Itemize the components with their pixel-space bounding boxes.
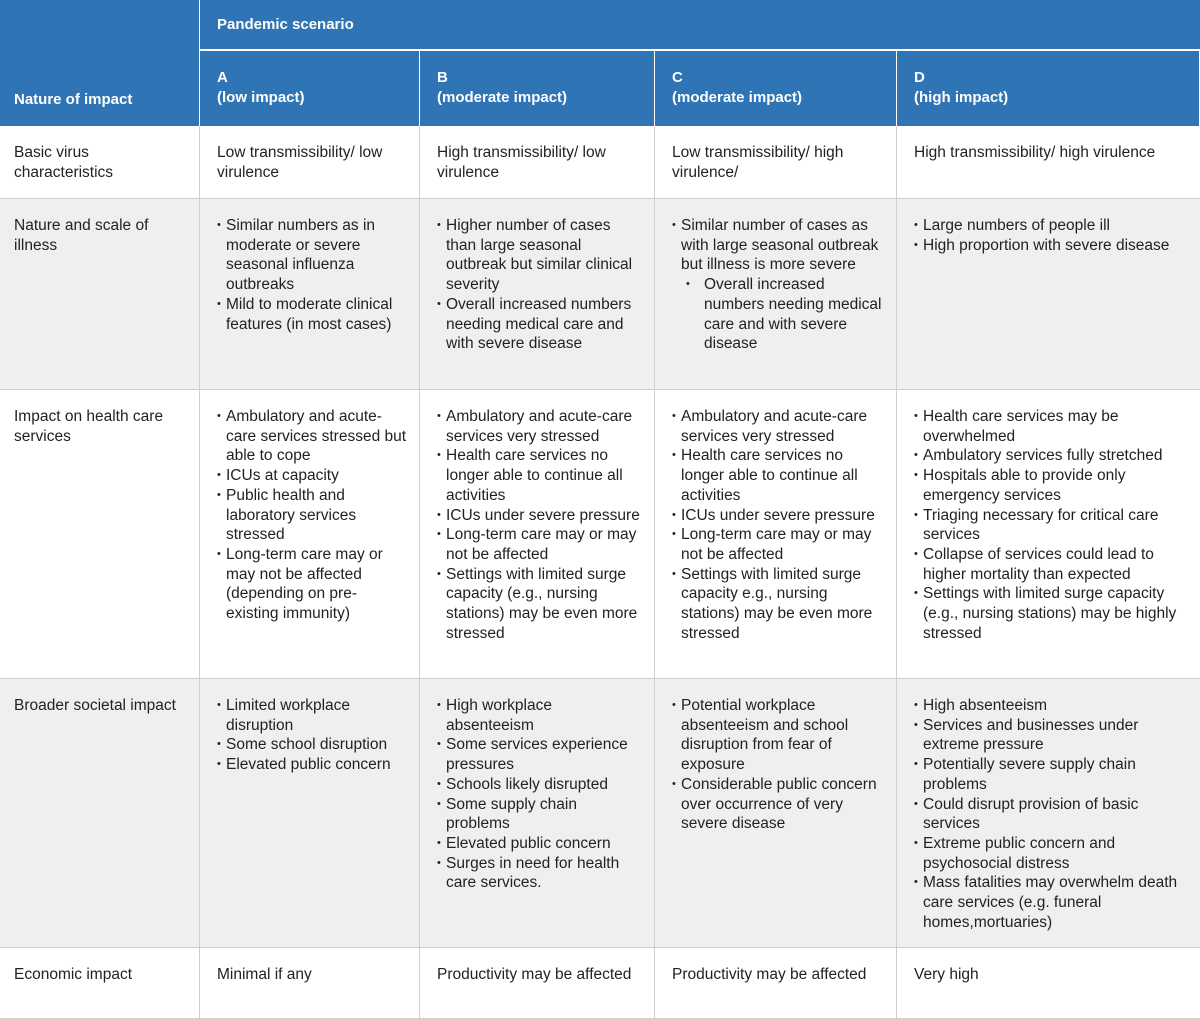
list-item: • Public health and laboratory services stressed — [217, 486, 407, 545]
list-item: • ICUs under severe pressure — [437, 506, 642, 526]
list-item: • Long-term care may or may not be affected — [437, 525, 642, 564]
bullet-list — [217, 216, 407, 334]
list-item: • Settings with limited surge capacity (e.g., nursing stations) may be even more stressed — [437, 565, 642, 644]
list-item: • Limited workplace disruption — [217, 696, 407, 735]
scenario-cell — [655, 126, 897, 199]
scenario-cell — [420, 126, 655, 199]
row-label: Nature and scale of illness — [0, 199, 200, 390]
list-item: • Long-term care may or may not be affected — [672, 525, 884, 564]
scenario-cell — [200, 199, 420, 390]
bullet-list — [672, 696, 884, 834]
scenario-cell — [200, 948, 420, 1019]
list-item: • Ambulatory and acute-care services very stressed — [437, 407, 642, 446]
scenario-cell — [655, 679, 897, 948]
scenario-cell — [200, 390, 420, 679]
list-item: • Schools likely disrupted — [437, 775, 642, 795]
list-item: • Triaging necessary for critical care services — [914, 506, 1188, 545]
list-item: • Some services experience pressures — [437, 735, 642, 774]
row-label: Basic virus characteristics — [0, 126, 200, 199]
bullet-list — [437, 407, 642, 643]
list-item: • Settings with limited surge capacity (e.g., nursing stations) may be highly stressed — [914, 584, 1188, 643]
scenario-cell — [655, 390, 897, 679]
scenario-impact-label: (moderate impact) — [437, 89, 568, 106]
scenario-cell — [655, 948, 897, 1019]
pandemic-scenario-label: Pandemic scenario — [217, 16, 354, 33]
cell-text: Minimal if any — [217, 966, 312, 983]
scenario-cell — [420, 948, 655, 1019]
bullet-list — [672, 216, 884, 275]
scenario-cell — [420, 679, 655, 948]
cell-text: Very high — [914, 966, 979, 983]
bullet-list — [217, 696, 407, 775]
list-item: • Elevated public concern — [217, 755, 407, 775]
list-item: • Overall increased numbers needing medical care and with severe disease — [672, 275, 884, 354]
scenario-a-header — [200, 51, 420, 126]
list-item: • Could disrupt provision of basic services — [914, 795, 1188, 834]
list-item: • Elevated public concern — [437, 834, 642, 854]
scenario-impact-label: (high impact) — [914, 89, 1009, 106]
list-item: • Higher number of cases than large seasonal outbreak but similar clinical severity — [437, 216, 642, 295]
cell-text: Productivity may be affected — [437, 966, 632, 983]
bullet-list — [914, 696, 1188, 932]
cell-text: Productivity may be affected — [672, 966, 867, 983]
list-item: • Large numbers of people ill — [914, 216, 1188, 236]
list-item: • Collapse of services could lead to higher mortality than expected — [914, 545, 1188, 584]
list-item: • Health care services no longer able to continue all activities — [437, 446, 642, 505]
scenario-d-header — [897, 51, 1200, 126]
list-item: • Overall increased numbers needing medical care and with severe disease — [437, 295, 642, 354]
cell-text: High transmissibility/ high virulence — [914, 144, 1156, 161]
scenario-b-header — [420, 51, 655, 126]
scenario-cell — [420, 390, 655, 679]
list-item: • Ambulatory and acute-care services very stressed — [672, 407, 884, 446]
scenario-letter: B — [437, 69, 448, 86]
list-item: • Similar number of cases as with large seasonal outbreak but illness is more severe — [672, 216, 884, 275]
pandemic-scenario-header — [200, 0, 1200, 51]
scenario-impact-label: (moderate impact) — [672, 89, 803, 106]
list-item: • Settings with limited surge capacity e.g., nursing stations) may be even more stressed — [672, 565, 884, 644]
scenario-cell — [200, 126, 420, 199]
scenario-cell — [897, 679, 1200, 948]
scenario-cell — [420, 199, 655, 390]
scenario-c-header — [655, 51, 897, 126]
list-item: • Ambulatory services fully stretched — [914, 446, 1188, 466]
cell-text: High transmissibility/ low virulence — [437, 144, 606, 181]
list-item: • Surges in need for health care services. — [437, 854, 642, 893]
list-item: • High workplace absenteeism — [437, 696, 642, 735]
list-item: • ICUs at capacity — [217, 466, 407, 486]
list-item: • Extreme public concern and psychosocial distress — [914, 834, 1188, 873]
row-label: Economic impact — [0, 948, 200, 1019]
list-item: • Services and businesses under extreme pressure — [914, 716, 1188, 755]
sub-bullet-list — [672, 275, 884, 354]
scenario-impact-label: (low impact) — [217, 89, 305, 106]
bullet-list — [914, 216, 1188, 255]
scenario-letter: A — [217, 69, 228, 86]
nature-of-impact-header — [0, 0, 200, 126]
bullet-list — [914, 407, 1188, 643]
list-item: • ICUs under severe pressure — [672, 506, 884, 526]
list-item: • High proportion with severe disease — [914, 236, 1188, 256]
list-item: • Mild to moderate clinical features (in most cases) — [217, 295, 407, 334]
scenario-letter: D — [914, 69, 925, 86]
row-label: Impact on health care services — [0, 390, 200, 679]
scenario-cell — [897, 948, 1200, 1019]
list-item: • Ambulatory and acute-care services stressed but able to cope — [217, 407, 407, 466]
scenario-cell — [897, 126, 1200, 199]
list-item: • Hospitals able to provide only emergency services — [914, 466, 1188, 505]
list-item: • Considerable public concern over occurrence of very severe disease — [672, 775, 884, 834]
scenario-cell — [897, 390, 1200, 679]
bullet-list — [437, 696, 642, 893]
bullet-list — [217, 407, 407, 624]
list-item: • Some supply chain problems — [437, 795, 642, 834]
scenario-letter: C — [672, 69, 683, 86]
list-item: • Some school disruption — [217, 735, 407, 755]
list-item: • Long-term care may or may not be affected (depending on pre-existing immunity) — [217, 545, 407, 624]
list-item: • Similar numbers as in moderate or severe seasonal influenza outbreaks — [217, 216, 407, 295]
list-item: • High absenteeism — [914, 696, 1188, 716]
list-item: • Potentially severe supply chain problems — [914, 755, 1188, 794]
list-item: • Mass fatalities may overwhelm death care services (e.g. funeral homes,mortuaries) — [914, 873, 1188, 932]
list-item: • Health care services no longer able to continue all activities — [672, 446, 884, 505]
nature-of-impact-label: Nature of impact — [14, 91, 133, 108]
bullet-list — [437, 216, 642, 354]
scenario-cell — [897, 199, 1200, 390]
scenario-cell — [655, 199, 897, 390]
list-item: • Potential workplace absenteeism and school disruption from fear of exposure — [672, 696, 884, 775]
scenario-cell — [200, 679, 420, 948]
list-item: • Health care services may be overwhelmed — [914, 407, 1188, 446]
row-label: Broader societal impact — [0, 679, 200, 948]
cell-text: Low transmissibility/ high virulence/ — [672, 144, 844, 181]
cell-text: Low transmissibility/ low virulence — [217, 144, 383, 181]
bullet-list — [672, 407, 884, 643]
